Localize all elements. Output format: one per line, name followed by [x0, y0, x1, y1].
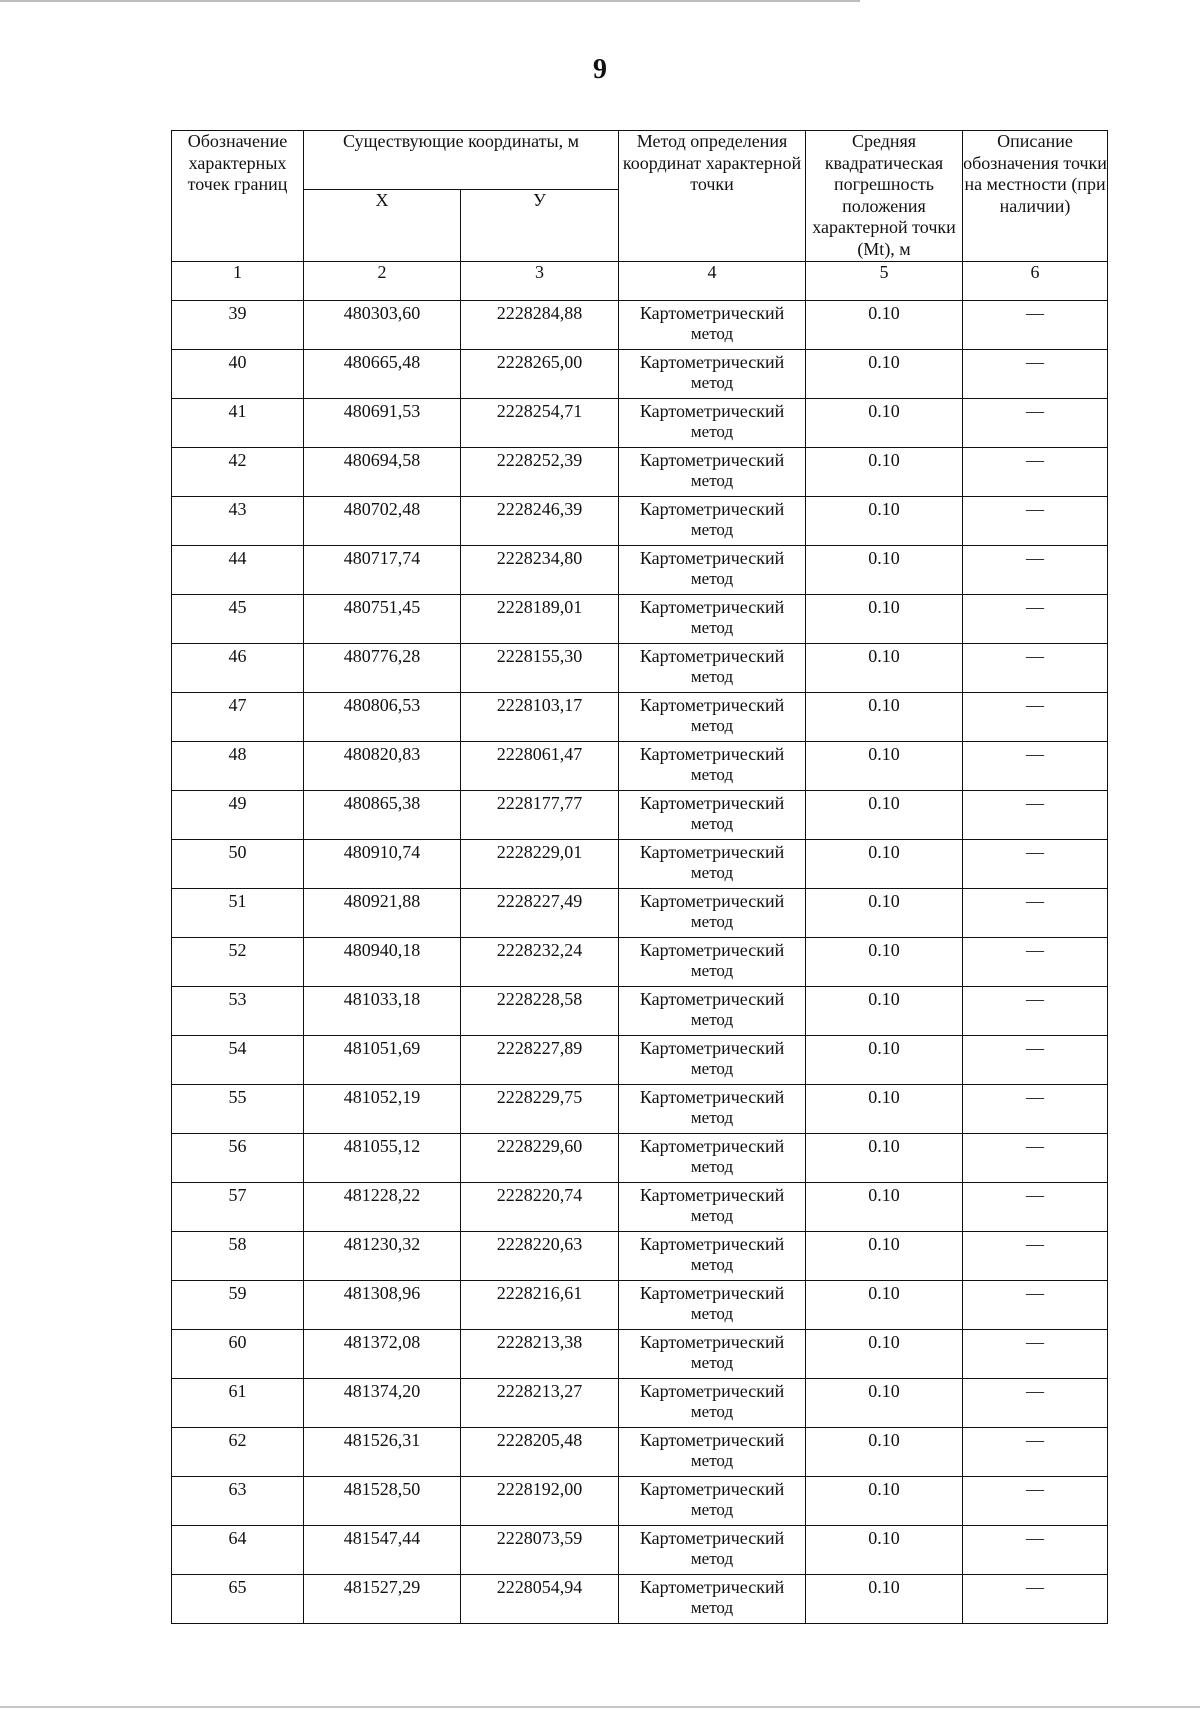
- coord-y-cell: 2228103,17: [461, 692, 619, 741]
- mean-error-cell: 0.10: [806, 1476, 963, 1525]
- table-body: [172, 300, 1108, 1623]
- method-line-2: метод: [690, 1206, 734, 1226]
- coord-x-cell: 481528,50: [304, 1476, 461, 1525]
- point-number-cell: 46: [172, 643, 304, 692]
- method-cell: [619, 496, 806, 545]
- method-line-1: Картометрический: [639, 351, 785, 372]
- method-line-2: метод: [690, 1059, 734, 1079]
- coord-x-cell: 480910,74: [304, 839, 461, 888]
- table-row: [172, 692, 1108, 741]
- description-value: —: [1026, 1037, 1045, 1058]
- table-row: [172, 741, 1108, 790]
- method-line-2: метод: [690, 1157, 734, 1177]
- point-number-cell: 51: [172, 888, 304, 937]
- description-value: —: [1026, 645, 1045, 666]
- method-line-1: Картометрический: [639, 743, 785, 764]
- coord-y-cell: 2228192,00: [461, 1476, 619, 1525]
- description-cell: [963, 496, 1108, 545]
- description-cell: [963, 349, 1108, 398]
- description-cell: [963, 1280, 1108, 1329]
- method-line-1: Картометрический: [639, 596, 785, 617]
- description-value: —: [1026, 1478, 1045, 1499]
- method-line-2: метод: [690, 618, 734, 638]
- description-value: —: [1026, 1282, 1045, 1303]
- table-row: [172, 398, 1108, 447]
- scan-edge-top: [0, 0, 860, 2]
- method-line-1: Картометрический: [639, 841, 785, 862]
- method-line-2: метод: [690, 814, 734, 834]
- coord-y-cell: 2228265,00: [461, 349, 619, 398]
- coord-x-cell: 481228,22: [304, 1182, 461, 1231]
- header-existing-coordinates: Существующие координаты, м: [304, 131, 619, 190]
- coord-y-cell: 2228220,74: [461, 1182, 619, 1231]
- mean-error-cell: 0.10: [806, 937, 963, 986]
- coord-x-cell: 481308,96: [304, 1280, 461, 1329]
- table-row: [172, 790, 1108, 839]
- mean-error-cell: 0.10: [806, 692, 963, 741]
- mean-error-cell: 0.10: [806, 398, 963, 447]
- table-row: [172, 1231, 1108, 1280]
- description-value: —: [1026, 547, 1045, 568]
- method-line-2: метод: [690, 863, 734, 883]
- coord-y-cell: 2228252,39: [461, 447, 619, 496]
- method-line-2: метод: [690, 1255, 734, 1275]
- method-line-1: Картометрический: [639, 302, 785, 323]
- method-line-2: метод: [690, 961, 734, 981]
- header-point-designation: Обозначение характерных точек границ: [172, 131, 304, 262]
- point-number-cell: 56: [172, 1133, 304, 1182]
- description-value: —: [1026, 596, 1045, 617]
- table-row: [172, 1035, 1108, 1084]
- method-cell: [619, 937, 806, 986]
- coord-x-cell: 480776,28: [304, 643, 461, 692]
- description-value: —: [1026, 1184, 1045, 1205]
- description-value: —: [1026, 1233, 1045, 1254]
- description-cell: [963, 1378, 1108, 1427]
- description-cell: [963, 1035, 1108, 1084]
- description-value: —: [1026, 841, 1045, 862]
- coord-y-cell: 2228061,47: [461, 741, 619, 790]
- method-cell: [619, 398, 806, 447]
- method-cell: [619, 790, 806, 839]
- method-line-1: Картометрический: [639, 939, 785, 960]
- method-cell: [619, 1574, 806, 1623]
- point-number-cell: 65: [172, 1574, 304, 1623]
- table-row: [172, 986, 1108, 1035]
- method-cell: [619, 1182, 806, 1231]
- coord-x-cell: 481547,44: [304, 1525, 461, 1574]
- mean-error-cell: 0.10: [806, 643, 963, 692]
- mean-error-cell: 0.10: [806, 545, 963, 594]
- method-cell: [619, 1378, 806, 1427]
- description-cell: [963, 888, 1108, 937]
- header-method: Метод определения координат характерной точки: [619, 131, 806, 262]
- method-cell: [619, 447, 806, 496]
- coord-x-cell: 480921,88: [304, 888, 461, 937]
- description-cell: [963, 1574, 1108, 1623]
- coord-x-cell: 481527,29: [304, 1574, 461, 1623]
- mean-error-cell: 0.10: [806, 1574, 963, 1623]
- coord-x-cell: 480717,74: [304, 545, 461, 594]
- point-number-cell: 45: [172, 594, 304, 643]
- mean-error-cell: 0.10: [806, 300, 963, 349]
- table-row: [172, 545, 1108, 594]
- description-value: —: [1026, 988, 1045, 1009]
- method-line-1: Картометрический: [639, 1086, 785, 1107]
- coord-y-cell: 2228054,94: [461, 1574, 619, 1623]
- description-cell: [963, 1525, 1108, 1574]
- coord-x-cell: 480751,45: [304, 594, 461, 643]
- method-cell: [619, 300, 806, 349]
- header-coord-y: У: [461, 190, 619, 261]
- header-coord-x: Х: [304, 190, 461, 261]
- coord-y-cell: 2228234,80: [461, 545, 619, 594]
- point-number-cell: 58: [172, 1231, 304, 1280]
- table-row: [172, 888, 1108, 937]
- coord-y-cell: 2228177,77: [461, 790, 619, 839]
- method-cell: [619, 594, 806, 643]
- mean-error-cell: 0.10: [806, 1084, 963, 1133]
- method-line-1: Картометрический: [639, 694, 785, 715]
- method-line-1: Картометрический: [639, 1478, 785, 1499]
- coord-y-cell: 2228213,38: [461, 1329, 619, 1378]
- point-number-cell: 44: [172, 545, 304, 594]
- description-value: —: [1026, 498, 1045, 519]
- method-line-2: метод: [690, 1451, 734, 1471]
- scan-edge-bottom: [0, 1706, 1200, 1708]
- method-line-1: Картометрический: [639, 1429, 785, 1450]
- method-cell: [619, 1280, 806, 1329]
- description-cell: [963, 986, 1108, 1035]
- method-line-1: Картометрический: [639, 1331, 785, 1352]
- method-cell: [619, 643, 806, 692]
- coord-y-cell: 2228229,01: [461, 839, 619, 888]
- coord-x-cell: 481526,31: [304, 1427, 461, 1476]
- coord-y-cell: 2228073,59: [461, 1525, 619, 1574]
- coord-x-cell: 480806,53: [304, 692, 461, 741]
- table-row: [172, 1574, 1108, 1623]
- point-number-cell: 39: [172, 300, 304, 349]
- point-number-cell: 60: [172, 1329, 304, 1378]
- point-number-cell: 43: [172, 496, 304, 545]
- header-mean-error: Средняя квадратическая погрешность положения характерной точки (Mt), м: [806, 131, 963, 262]
- table-row: [172, 1378, 1108, 1427]
- coord-x-cell: 480694,58: [304, 447, 461, 496]
- method-line-2: метод: [690, 422, 734, 442]
- method-line-2: метод: [690, 373, 734, 393]
- mean-error-cell: 0.10: [806, 496, 963, 545]
- coord-y-cell: 2228155,30: [461, 643, 619, 692]
- point-number-cell: 40: [172, 349, 304, 398]
- coord-y-cell: 2228220,63: [461, 1231, 619, 1280]
- method-cell: [619, 1476, 806, 1525]
- table-row: [172, 1280, 1108, 1329]
- description-value: —: [1026, 890, 1045, 911]
- mean-error-cell: 0.10: [806, 1427, 963, 1476]
- mean-error-cell: 0.10: [806, 1182, 963, 1231]
- point-number-cell: 55: [172, 1084, 304, 1133]
- method-cell: [619, 839, 806, 888]
- point-number-cell: 41: [172, 398, 304, 447]
- method-line-1: Картометрический: [639, 1037, 785, 1058]
- description-cell: [963, 1133, 1108, 1182]
- method-line-1: Картометрический: [639, 988, 785, 1009]
- mean-error-cell: 0.10: [806, 1329, 963, 1378]
- method-line-2: метод: [690, 716, 734, 736]
- description-value: —: [1026, 351, 1045, 372]
- method-line-1: Картометрический: [639, 1380, 785, 1401]
- description-value: —: [1026, 302, 1045, 323]
- mean-error-cell: 0.10: [806, 839, 963, 888]
- description-cell: [963, 447, 1108, 496]
- table-row: [172, 1476, 1108, 1525]
- mean-error-cell: 0.10: [806, 986, 963, 1035]
- description-cell: [963, 839, 1108, 888]
- method-cell: [619, 1525, 806, 1574]
- coord-x-cell: 481230,32: [304, 1231, 461, 1280]
- column-number: 5: [806, 261, 963, 300]
- point-number-cell: 49: [172, 790, 304, 839]
- mean-error-cell: 0.10: [806, 888, 963, 937]
- mean-error-cell: 0.10: [806, 790, 963, 839]
- method-line-1: Картометрический: [639, 449, 785, 470]
- description-value: —: [1026, 1429, 1045, 1450]
- description-value: —: [1026, 449, 1045, 470]
- description-value: —: [1026, 1086, 1045, 1107]
- table-row: [172, 349, 1108, 398]
- method-line-1: Картометрический: [639, 1184, 785, 1205]
- point-number-cell: 54: [172, 1035, 304, 1084]
- coord-y-cell: 2228227,89: [461, 1035, 619, 1084]
- description-value: —: [1026, 743, 1045, 764]
- method-line-1: Картометрический: [639, 1527, 785, 1548]
- coord-y-cell: 2228228,58: [461, 986, 619, 1035]
- coord-x-cell: 481055,12: [304, 1133, 461, 1182]
- method-line-2: метод: [690, 912, 734, 932]
- method-line-2: метод: [690, 1500, 734, 1520]
- method-cell: [619, 1133, 806, 1182]
- point-number-cell: 47: [172, 692, 304, 741]
- method-cell: [619, 1084, 806, 1133]
- point-number-cell: 59: [172, 1280, 304, 1329]
- coord-y-cell: 2228229,60: [461, 1133, 619, 1182]
- description-cell: [963, 300, 1108, 349]
- point-number-cell: 42: [172, 447, 304, 496]
- coord-y-cell: 2228205,48: [461, 1427, 619, 1476]
- table-row: [172, 1427, 1108, 1476]
- table-row: [172, 496, 1108, 545]
- table-row: [172, 937, 1108, 986]
- table-row: [172, 1329, 1108, 1378]
- method-line-2: метод: [690, 1549, 734, 1569]
- column-number: 6: [963, 261, 1108, 300]
- method-cell: [619, 1231, 806, 1280]
- table-row: [172, 643, 1108, 692]
- method-cell: [619, 1329, 806, 1378]
- method-cell: [619, 1427, 806, 1476]
- coord-x-cell: 480303,60: [304, 300, 461, 349]
- method-line-2: метод: [690, 1598, 734, 1618]
- description-cell: [963, 692, 1108, 741]
- description-cell: [963, 398, 1108, 447]
- method-line-1: Картометрический: [639, 792, 785, 813]
- method-line-1: Картометрический: [639, 1282, 785, 1303]
- description-cell: [963, 937, 1108, 986]
- mean-error-cell: 0.10: [806, 1280, 963, 1329]
- table-row: [172, 300, 1108, 349]
- method-cell: [619, 741, 806, 790]
- boundary-points-table: [171, 130, 1108, 1624]
- coord-y-cell: 2228213,27: [461, 1378, 619, 1427]
- method-line-1: Картометрический: [639, 1233, 785, 1254]
- mean-error-cell: 0.10: [806, 1133, 963, 1182]
- method-cell: [619, 1035, 806, 1084]
- point-number-cell: 50: [172, 839, 304, 888]
- coord-x-cell: 481033,18: [304, 986, 461, 1035]
- coord-x-cell: 480940,18: [304, 937, 461, 986]
- mean-error-cell: 0.10: [806, 447, 963, 496]
- column-number: 1: [172, 261, 304, 300]
- header-point-description: Описание обозначения точки на местности (при наличии): [963, 131, 1108, 262]
- mean-error-cell: 0.10: [806, 1378, 963, 1427]
- table-row: [172, 1525, 1108, 1574]
- mean-error-cell: 0.10: [806, 1231, 963, 1280]
- description-value: —: [1026, 939, 1045, 960]
- coord-x-cell: 480702,48: [304, 496, 461, 545]
- point-number-cell: 52: [172, 937, 304, 986]
- table-row: [172, 1133, 1108, 1182]
- column-number: 3: [461, 261, 619, 300]
- page-number: 9: [593, 54, 607, 85]
- description-cell: [963, 545, 1108, 594]
- mean-error-cell: 0.10: [806, 1035, 963, 1084]
- description-cell: [963, 1084, 1108, 1133]
- coord-x-cell: 481051,69: [304, 1035, 461, 1084]
- method-line-1: Картометрический: [639, 1135, 785, 1156]
- point-number-cell: 48: [172, 741, 304, 790]
- method-line-2: метод: [690, 520, 734, 540]
- description-value: —: [1026, 694, 1045, 715]
- mean-error-cell: 0.10: [806, 1525, 963, 1574]
- table-row: [172, 1084, 1108, 1133]
- method-line-1: Картометрический: [639, 400, 785, 421]
- coord-x-cell: 481052,19: [304, 1084, 461, 1133]
- description-value: —: [1026, 1576, 1045, 1597]
- description-cell: [963, 1329, 1108, 1378]
- method-cell: [619, 692, 806, 741]
- coord-y-cell: 2228229,75: [461, 1084, 619, 1133]
- description-cell: [963, 790, 1108, 839]
- method-line-2: метод: [690, 765, 734, 785]
- method-cell: [619, 888, 806, 937]
- point-number-cell: 53: [172, 986, 304, 1035]
- method-cell: [619, 545, 806, 594]
- method-line-1: Картометрический: [639, 645, 785, 666]
- description-cell: [963, 1231, 1108, 1280]
- method-cell: [619, 349, 806, 398]
- coord-y-cell: 2228189,01: [461, 594, 619, 643]
- point-number-cell: 57: [172, 1182, 304, 1231]
- description-value: —: [1026, 792, 1045, 813]
- description-cell: [963, 594, 1108, 643]
- description-cell: [963, 1476, 1108, 1525]
- method-line-2: метод: [690, 667, 734, 687]
- coord-x-cell: 481374,20: [304, 1378, 461, 1427]
- table-row: [172, 1182, 1108, 1231]
- column-number: 4: [619, 261, 806, 300]
- method-line-2: метод: [690, 1304, 734, 1324]
- method-cell: [619, 986, 806, 1035]
- mean-error-cell: 0.10: [806, 741, 963, 790]
- method-line-2: метод: [690, 1353, 734, 1373]
- coord-x-cell: 480820,83: [304, 741, 461, 790]
- method-line-1: Картометрический: [639, 890, 785, 911]
- table-row: [172, 594, 1108, 643]
- coord-y-cell: 2228246,39: [461, 496, 619, 545]
- description-value: —: [1026, 1527, 1045, 1548]
- point-number-cell: 61: [172, 1378, 304, 1427]
- coord-y-cell: 2228254,71: [461, 398, 619, 447]
- point-number-cell: 63: [172, 1476, 304, 1525]
- mean-error-cell: 0.10: [806, 349, 963, 398]
- coord-y-cell: 2228284,88: [461, 300, 619, 349]
- description-value: —: [1026, 400, 1045, 421]
- method-line-2: метод: [690, 324, 734, 344]
- coord-y-cell: 2228227,49: [461, 888, 619, 937]
- method-line-2: метод: [690, 471, 734, 491]
- coord-x-cell: 480691,53: [304, 398, 461, 447]
- mean-error-cell: 0.10: [806, 594, 963, 643]
- description-cell: [963, 643, 1108, 692]
- method-line-1: Картометрический: [639, 1576, 785, 1597]
- description-value: —: [1026, 1380, 1045, 1401]
- coord-x-cell: 480865,38: [304, 790, 461, 839]
- description-value: —: [1026, 1331, 1045, 1352]
- column-number: 2: [304, 261, 461, 300]
- description-cell: [963, 1427, 1108, 1476]
- description-value: —: [1026, 1135, 1045, 1156]
- coord-x-cell: 481372,08: [304, 1329, 461, 1378]
- method-line-1: Картометрический: [639, 547, 785, 568]
- description-cell: [963, 741, 1108, 790]
- method-line-1: Картометрический: [639, 498, 785, 519]
- point-number-cell: 62: [172, 1427, 304, 1476]
- table-row: [172, 447, 1108, 496]
- description-cell: [963, 1182, 1108, 1231]
- coord-y-cell: 2228232,24: [461, 937, 619, 986]
- point-number-cell: 64: [172, 1525, 304, 1574]
- method-line-2: метод: [690, 1010, 734, 1030]
- coord-x-cell: 480665,48: [304, 349, 461, 398]
- method-line-2: метод: [690, 569, 734, 589]
- coord-y-cell: 2228216,61: [461, 1280, 619, 1329]
- method-line-2: метод: [690, 1108, 734, 1128]
- method-line-2: метод: [690, 1402, 734, 1422]
- table-row: [172, 839, 1108, 888]
